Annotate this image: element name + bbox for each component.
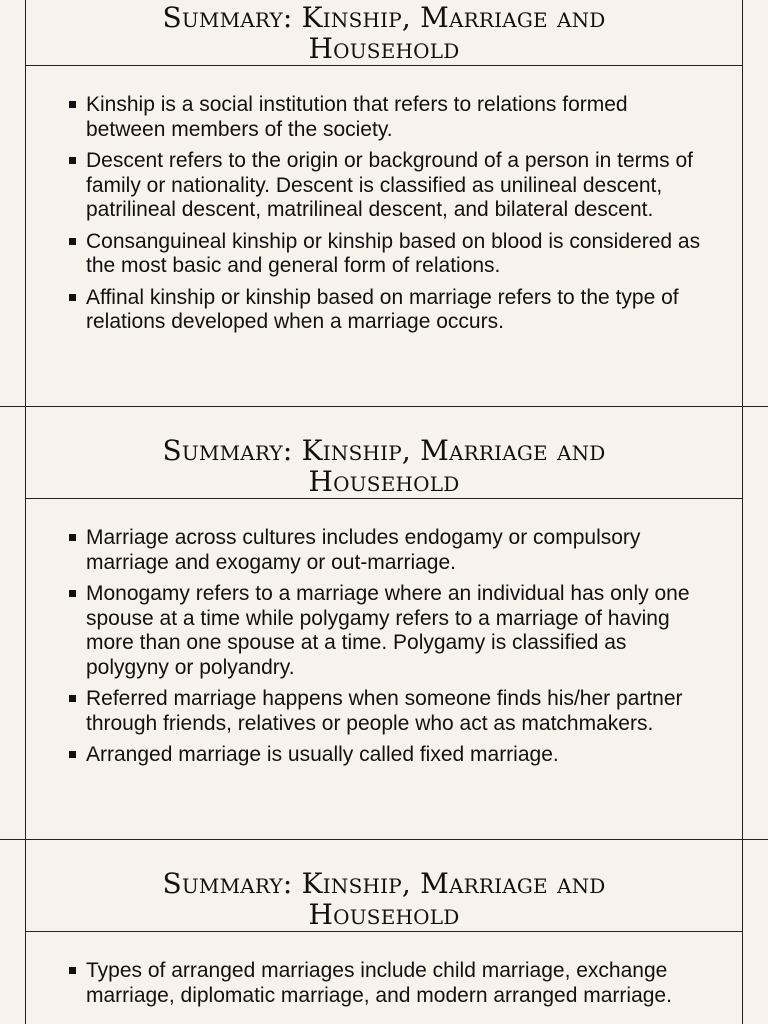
- bullet-item: [67, 526, 707, 575]
- slide-content: [67, 526, 707, 775]
- bullet-text: Affinal kinship or kinship based on marriage refers to the type of relations developed when a marriage occurs.: [86, 285, 679, 333]
- slide-3: [0, 866, 768, 1024]
- square-bullet-icon: [69, 294, 76, 301]
- bullet-list: [67, 93, 707, 335]
- bullet-text: Arranged marriage is usually called fixed marriage.: [86, 743, 559, 766]
- title-divider: [25, 931, 743, 932]
- square-bullet-icon: [69, 101, 76, 108]
- square-bullet-icon: [69, 751, 76, 758]
- slide-title-area: [25, 433, 743, 498]
- slide-bottom-border: [0, 839, 768, 840]
- bullet-item: [67, 743, 707, 768]
- bullet-item: [67, 149, 707, 223]
- square-bullet-icon: [69, 590, 76, 597]
- square-bullet-icon: [69, 695, 76, 702]
- slide-content: [67, 959, 707, 1015]
- bullet-list: [67, 526, 707, 768]
- slide-content: [67, 93, 707, 342]
- square-bullet-icon: [69, 157, 76, 164]
- bullet-item: [67, 286, 707, 335]
- slide-title-area: [25, 0, 743, 65]
- bullet-item: [67, 230, 707, 279]
- slide-title-area: [25, 866, 743, 931]
- bullet-item: [67, 93, 707, 142]
- bullet-text: Referred marriage happens when someone finds his/her partner through friends, relatives or people who act as matchmakers.: [86, 687, 683, 735]
- bullet-item: [67, 687, 707, 736]
- square-bullet-icon: [69, 238, 76, 245]
- bullet-item: [67, 959, 707, 1008]
- bullet-text: Descent refers to the origin or background of a person in terms of family or nationality. Descent is classified as unilineal descent, patrilineal descent, matrilineal descent, and bilateral descent.: [86, 149, 693, 221]
- title-divider: [25, 498, 743, 499]
- bullet-text: Consanguineal kinship or kinship based on blood is considered as the most basic and general form of relations.: [86, 229, 701, 277]
- slide-title: Summary: Kinship, Marriage and Household: [162, 433, 606, 498]
- bullet-text: Kinship is a social institution that refers to relations formed between members of the society.: [86, 93, 628, 141]
- slide-title: Summary: Kinship, Marriage and Household: [162, 0, 606, 65]
- square-bullet-icon: [69, 967, 76, 974]
- slide-2: [0, 433, 768, 866]
- bullet-text: Monogamy refers to a marriage where an individual has only one spouse at a time while polygamy refers to a marriage of having more than one spouse at a time. Polygamy is classified as polygyny or polyandry.: [86, 582, 690, 679]
- bullet-text: Types of arranged marriages include child marriage, exchange marriage, diplomatic marriage, and modern arranged marriage.: [86, 959, 672, 1007]
- bullet-list: [67, 959, 707, 1008]
- bullet-text: Marriage across cultures includes endogamy or compulsory marriage and exogamy or out-marriage.: [86, 526, 641, 574]
- bullet-item: [67, 582, 707, 680]
- title-divider: [25, 65, 743, 66]
- slide-1: [0, 0, 768, 433]
- square-bullet-icon: [69, 534, 76, 541]
- slide-title: Summary: Kinship, Marriage and Household: [162, 866, 606, 931]
- slide-bottom-border: [0, 406, 768, 407]
